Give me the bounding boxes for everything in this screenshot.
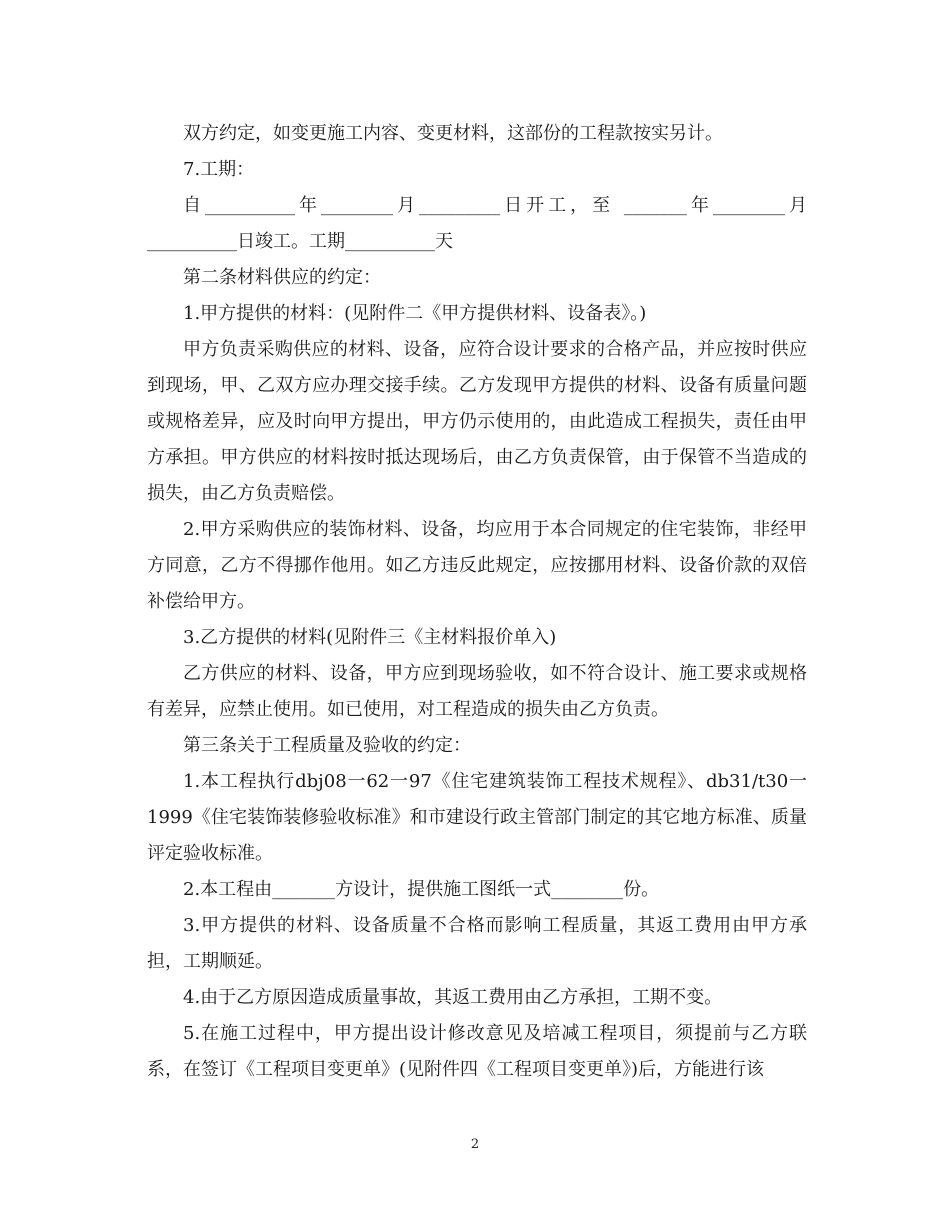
paragraph-party-a-materials: 1.甲方提供的材料：(见附件二《甲方提供材料、设备表》。) [183,303,647,324]
paragraph-duration-heading: 7.工期： [183,159,255,180]
page-number: 2 [470,1137,480,1152]
paragraph-materials-usage: 2.甲方采购供应的装饰材料、设备，均应用于本合同规定的住宅装饰，非经甲方同意，乙方不得挪作他用。如乙方违反此规定，应按挪用材料、设备价款的双倍补偿给甲方。 [147,519,807,612]
paragraph-defective-materials: 3.甲方提供的材料、设备质量不合格而影响工程质量，其返工费用由甲方承担，工期顺延。 [147,915,807,972]
paragraph-party-a-procurement: 甲方负责采购供应的材料、设备，应符合设计要求的合格产品，并应按时供应到现场，甲、乙双方应办理交接手续。乙方发现甲方提供的材料、设备有质量问题或规格差异，应及时向甲方提出，甲方仍示使用的，由此造成工程损失，责任由甲方承担。甲方供应的材料按时抵达现场后，由乙方负责保管，由于保管不当造成的损失，由乙方负责赔偿。 [147,339,807,504]
paragraph-party-b-acceptance: 乙方供应的材料、设备，甲方应到现场验收，如不符合设计、施工要求或规格有差异，应禁止使用。如已使用，对工程造成的损失由乙方负责。 [147,663,807,720]
section-heading-quality-acceptance: 第三条关于工程质量及验收的约定： [183,735,471,756]
paragraph-duration-dates: 自__________年________月_________日开工，至 _______年________月__________日竣工。工期__________天 [147,195,807,252]
section-heading-material-supply: 第二条材料供应的约定： [183,267,381,288]
paragraph-agreement-change: 双方约定，如变更施工内容、变更材料，这部份的工程款按实另计。 [183,123,723,144]
paragraph-quality-accident: 4.由于乙方原因造成质量事故，其返工费用由乙方承担，工期不变。 [183,987,723,1008]
paragraph-design-changes: 5.在施工过程中，甲方提出设计修改意见及培减工程项目，须提前与乙方联系，在签订《工程项目变更单》(见附件四《工程项目变更单》)后，方能进行该 [147,1023,807,1080]
paragraph-party-b-materials: 3.乙方提供的材料(见附件三《主材料报价单入) [183,627,557,648]
document-body [147,116,807,1088]
paragraph-standards: 1.本工程执行dbj08一62一97《住宅建筑装饰工程技术规程》、db31/t30一1999《住宅装饰装修验收标准》和市建设行政主管部门制定的其它地方标准、质量评定验收标准。 [147,771,807,864]
paragraph-design-drawings: 2.本工程由_______方设计，提供施工图纸一式________份。 [183,879,660,900]
